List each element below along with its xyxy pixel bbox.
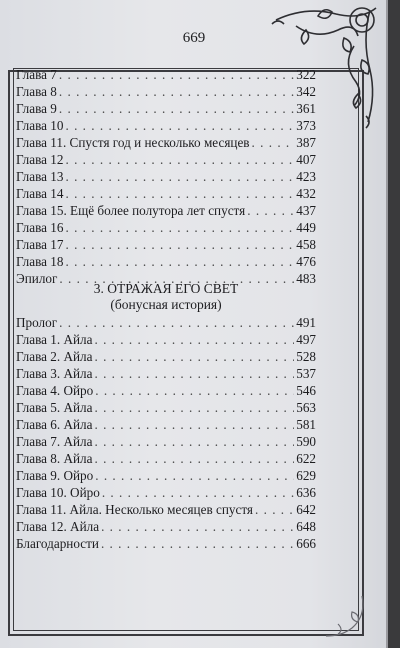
toc-entry-title: Благодарности xyxy=(16,536,99,551)
toc-entry xyxy=(16,66,316,83)
leader-dots xyxy=(94,416,294,433)
toc-entry-title: Глава 11. Айла. Несколько месяцев спустя xyxy=(16,502,253,517)
toc-entry xyxy=(16,399,316,416)
leader-dots xyxy=(94,399,294,416)
toc-entry-title: Глава 6. Айла xyxy=(16,417,93,432)
toc-entry xyxy=(16,450,316,467)
toc-entry xyxy=(16,416,316,433)
toc-list-part3 xyxy=(16,314,316,552)
toc-entry-title: Глава 14 xyxy=(16,186,64,201)
toc-entry-page: 622 xyxy=(296,451,316,466)
toc-entry-title: Пролог xyxy=(16,315,58,330)
toc-entry xyxy=(16,219,316,236)
toc-entry-page: 476 xyxy=(296,254,316,269)
toc-entry xyxy=(16,151,316,168)
leader-dots xyxy=(59,83,294,100)
toc-entry-title: Глава 8. Айла xyxy=(16,451,93,466)
toc-entry-page: 322 xyxy=(296,67,316,82)
toc-entry-page: 581 xyxy=(296,417,316,432)
toc-entry-title: Глава 15. Ещё более полутора лет спустя xyxy=(16,203,246,218)
toc-entry-page: 423 xyxy=(296,169,316,184)
toc-entry-page: 546 xyxy=(296,383,316,398)
toc-entry-page: 483 xyxy=(296,271,316,286)
toc-entry xyxy=(16,117,316,134)
page-number: 669 xyxy=(182,30,206,46)
toc-entry xyxy=(16,314,316,331)
toc-entry-title: Глава 17 xyxy=(16,237,64,252)
toc-entry-page: 342 xyxy=(296,84,316,99)
toc-entry-page: 361 xyxy=(296,101,316,116)
toc-entry-title: Глава 8 xyxy=(16,84,57,99)
leader-dots xyxy=(65,253,294,270)
toc-entry xyxy=(16,83,316,100)
bottom-corner-ornament xyxy=(322,592,372,642)
leader-dots xyxy=(59,66,294,83)
toc-entry xyxy=(16,484,316,501)
toc-entry-page: 491 xyxy=(296,315,316,330)
toc-entry xyxy=(16,100,316,117)
toc-entry-page: 590 xyxy=(296,434,316,449)
leader-dots xyxy=(252,134,295,151)
toc-entry xyxy=(16,168,316,185)
toc-entry xyxy=(16,467,316,484)
toc-entry-title: Глава 1. Айла xyxy=(16,332,93,347)
section-heading: 3. ОТРАЖАЯ ЕГО СВЕТ xyxy=(93,281,239,296)
leader-dots xyxy=(95,382,294,399)
toc-entry xyxy=(16,134,316,151)
leader-dots xyxy=(65,236,294,253)
toc-entry-page: 373 xyxy=(296,118,316,133)
toc-list-part2 xyxy=(16,66,316,287)
leader-dots xyxy=(65,151,294,168)
toc-entry xyxy=(16,433,316,450)
toc-entry-page: 648 xyxy=(296,519,316,534)
toc-entry-page: 437 xyxy=(296,203,316,218)
leader-dots xyxy=(94,365,294,382)
toc-entry-title: Глава 9 xyxy=(16,101,57,116)
toc-entry xyxy=(16,535,316,552)
leader-dots xyxy=(94,450,294,467)
toc-entry-page: 666 xyxy=(296,536,316,551)
leader-dots xyxy=(255,501,294,518)
leader-dots xyxy=(65,168,294,185)
toc-entry-page: 528 xyxy=(296,349,316,364)
leader-dots xyxy=(101,518,294,535)
toc-entry-title: Глава 10 xyxy=(16,118,64,133)
toc-entry xyxy=(16,501,316,518)
toc-entry-page: 537 xyxy=(296,366,316,381)
leader-dots xyxy=(65,185,294,202)
toc-entry xyxy=(16,202,316,219)
toc-entry-page: 432 xyxy=(296,186,316,201)
toc-entry-page: 387 xyxy=(296,135,316,150)
toc-entry xyxy=(16,365,316,382)
leader-dots xyxy=(94,433,294,450)
toc-entry-title: Эпилог xyxy=(16,271,58,286)
toc-entry xyxy=(16,518,316,535)
toc-entry xyxy=(16,348,316,365)
toc-entry-page: 407 xyxy=(296,152,316,167)
toc-entry-title: Глава 2. Айла xyxy=(16,349,93,364)
toc-entry-title: Глава 7. Айла xyxy=(16,434,93,449)
toc-entry-page: 458 xyxy=(296,237,316,252)
leader-dots xyxy=(102,484,294,501)
section-subtitle: (бонусная история) xyxy=(110,297,222,312)
toc-entry-title: Глава 5. Айла xyxy=(16,400,93,415)
toc-entry xyxy=(16,331,316,348)
leader-dots xyxy=(65,117,294,134)
toc-entry-title: Глава 11. Спустя год и несколько месяцев xyxy=(16,135,250,150)
toc-entry xyxy=(16,185,316,202)
toc-entry xyxy=(16,236,316,253)
toc-entry-page: 497 xyxy=(296,332,316,347)
toc-entry-title: Глава 9. Ойро xyxy=(16,468,94,483)
toc-entry-title: Глава 7 xyxy=(16,67,57,82)
toc-entry xyxy=(16,382,316,399)
toc-entry-page: 563 xyxy=(296,400,316,415)
toc-entry-title: Глава 16 xyxy=(16,220,64,235)
toc-entry-page: 642 xyxy=(296,502,316,517)
toc-entry-title: Глава 18 xyxy=(16,254,64,269)
toc-entry-title: Глава 3. Айла xyxy=(16,366,93,381)
toc-entry xyxy=(16,253,316,270)
toc-entry-title: Глава 12 xyxy=(16,152,64,167)
toc-entry-title: Глава 10. Ойро xyxy=(16,485,100,500)
toc-entry-title: Глава 4. Ойро xyxy=(16,383,94,398)
leader-dots xyxy=(59,314,294,331)
toc-entry-page: 636 xyxy=(296,485,316,500)
leader-dots xyxy=(65,219,294,236)
toc-entry-title: Глава 12. Айла xyxy=(16,519,100,534)
leader-dots xyxy=(94,348,294,365)
leader-dots xyxy=(101,535,294,552)
leader-dots xyxy=(59,100,294,117)
leader-dots xyxy=(94,331,294,348)
toc-entry-title: Глава 13 xyxy=(16,169,64,184)
leader-dots xyxy=(247,202,294,219)
leader-dots xyxy=(95,467,294,484)
toc-entry-page: 449 xyxy=(296,220,316,235)
toc-entry-page: 629 xyxy=(296,468,316,483)
